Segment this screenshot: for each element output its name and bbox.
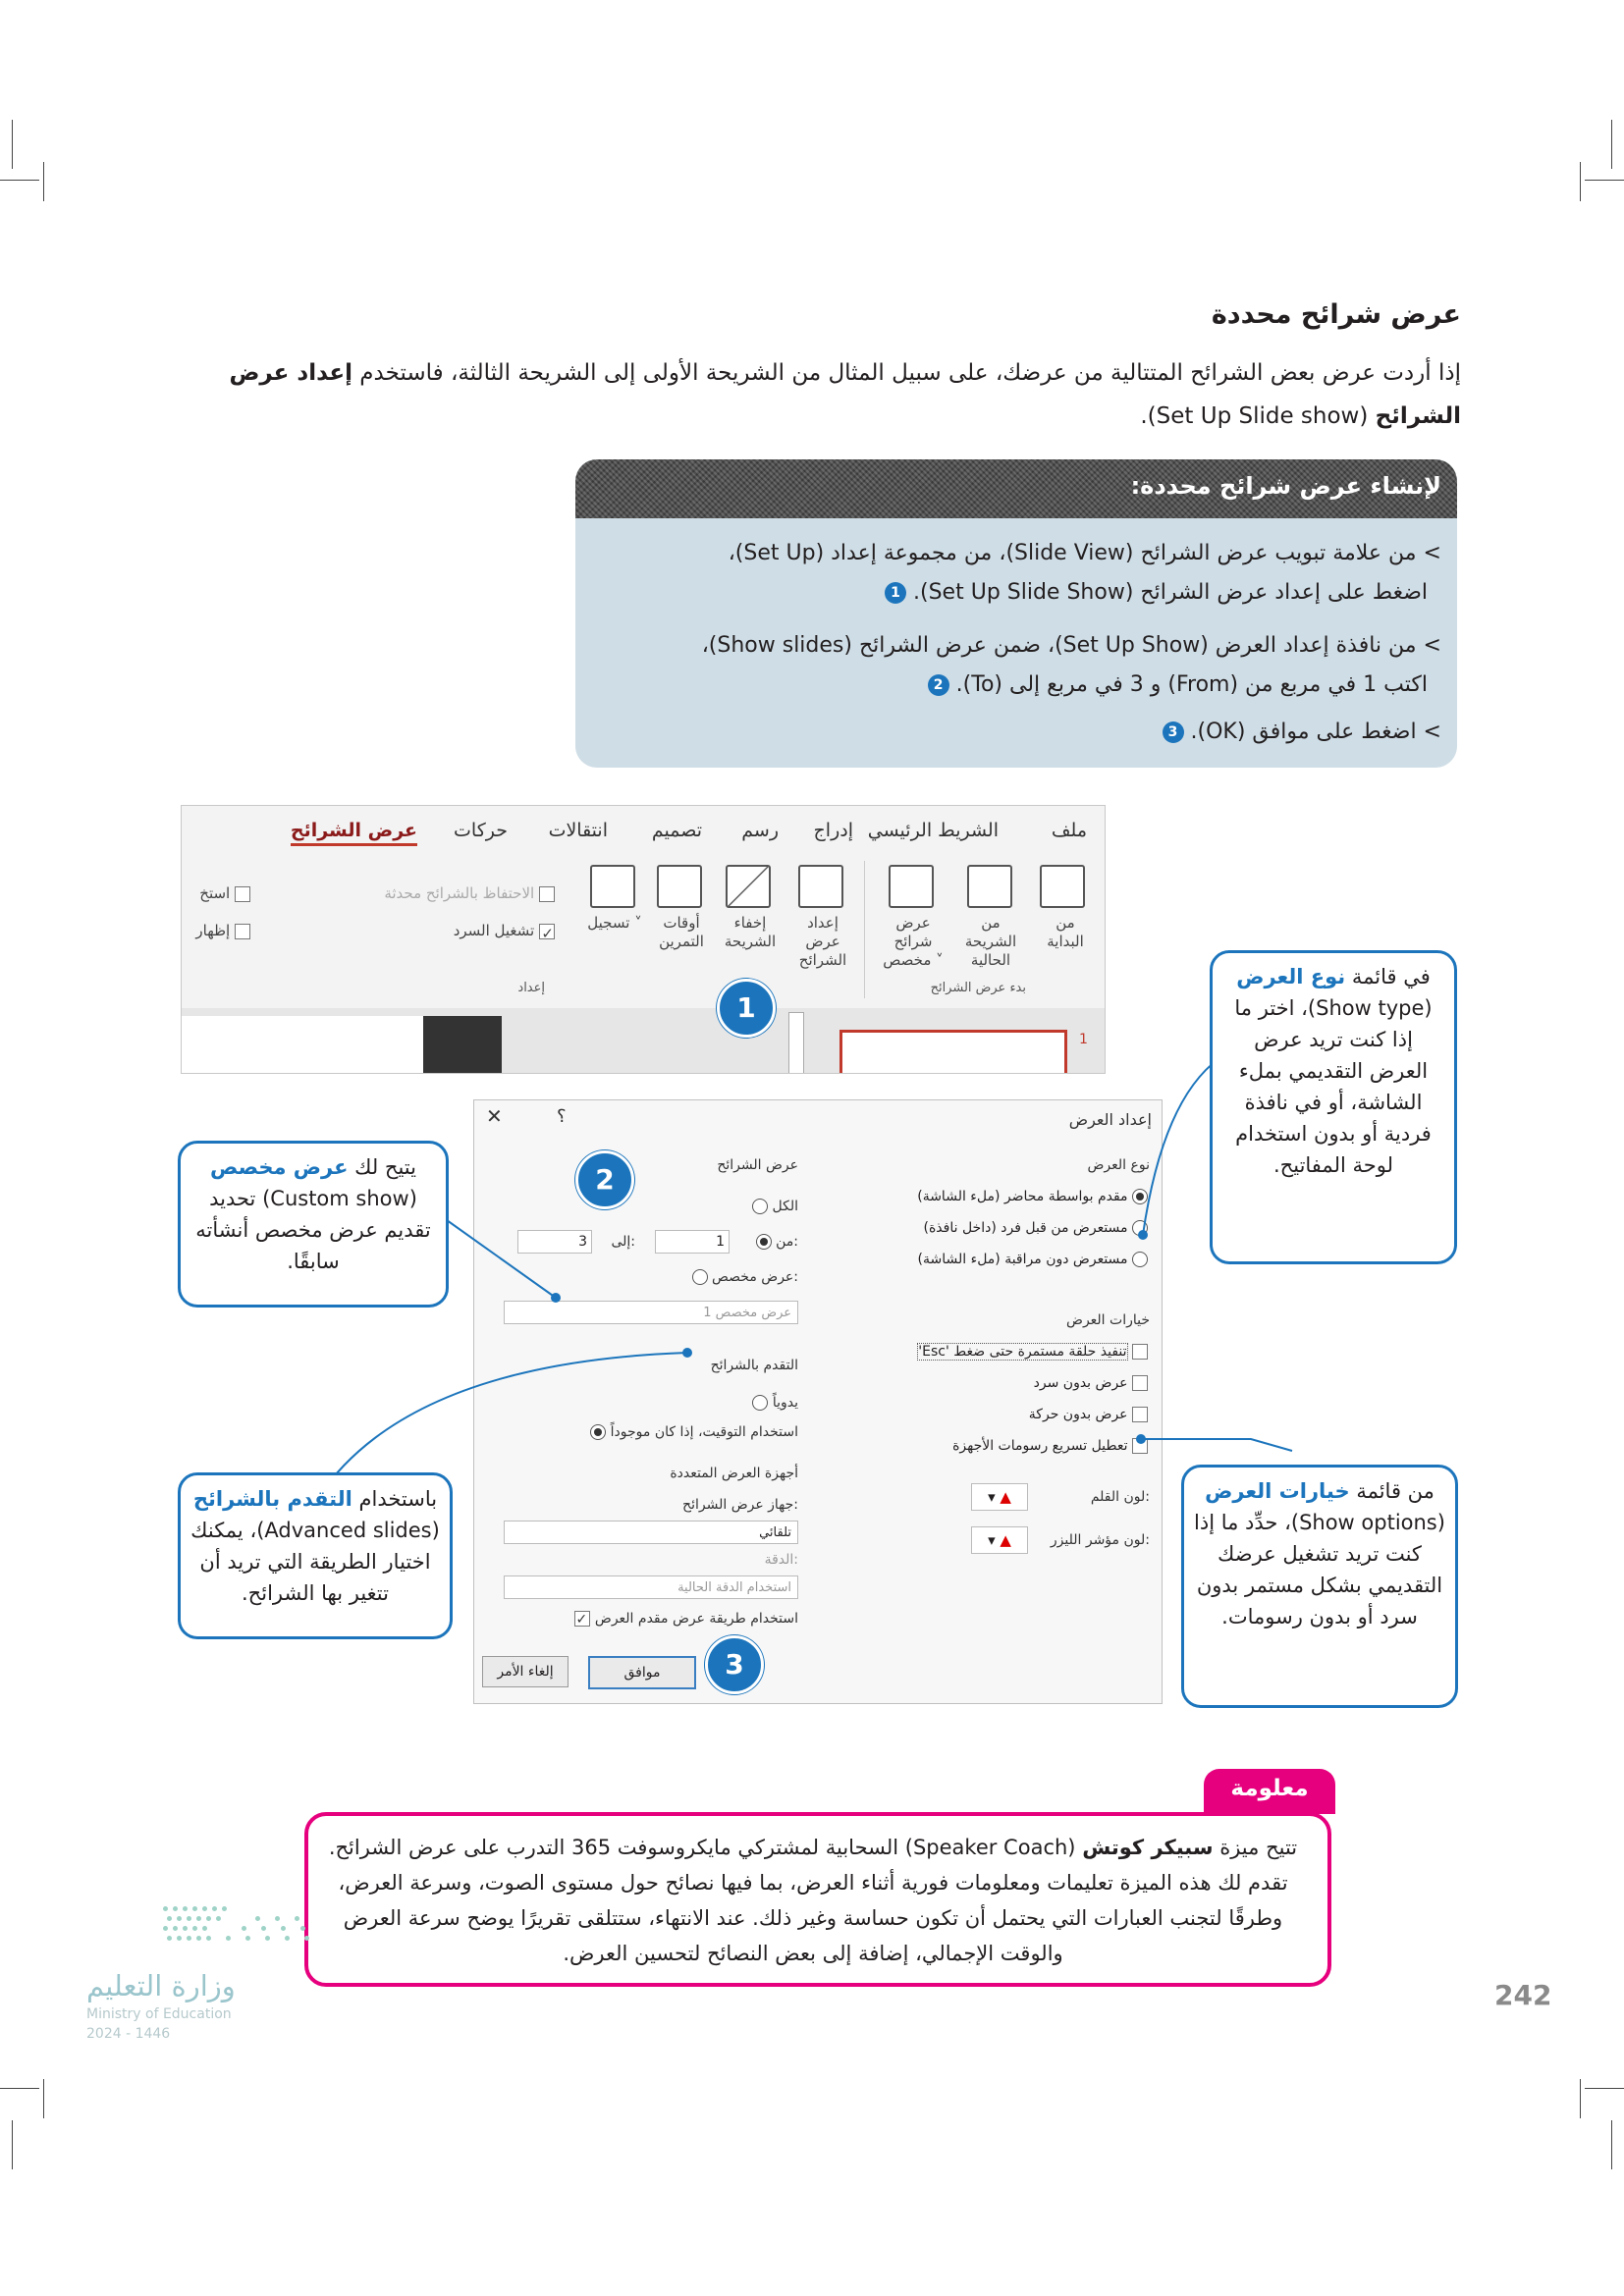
show-type-label: نوع العرض <box>1087 1157 1150 1173</box>
from-input[interactable]: 1 <box>655 1230 730 1254</box>
laser-color-picker[interactable]: ▾ ▲ <box>971 1526 1028 1554</box>
advance-slides-label: التقدم بالشرائح <box>710 1358 798 1373</box>
pen-color-picker[interactable]: ▾ ▲ <box>971 1483 1028 1511</box>
tab-home[interactable]: الشريط الرئيسي <box>867 820 999 841</box>
ministry-name-english: Ministry of Education <box>86 2006 232 2022</box>
record-button[interactable]: تسجيل ˅ <box>587 914 642 932</box>
laser-color-icon: ▲ <box>1000 1531 1011 1549</box>
step-2-text: اكتب 1 في مربع من (From) و 3 في مربع إلى (To). <box>955 672 1428 697</box>
multiple-monitors-label: أجهزة العرض المتعددة <box>670 1466 798 1481</box>
step-2-number: 2 <box>928 674 949 696</box>
no-animation-checkbox[interactable]: عرض بدون حركة <box>917 1407 1148 1438</box>
radio-use-timings[interactable]: استخدام التوقيت، إذا كان موجوداً <box>590 1424 798 1440</box>
setup-show-button[interactable]: إعداد عرض الشرائح <box>798 914 847 969</box>
group-setup-label: إعداد <box>517 981 545 995</box>
info-label: معلومة <box>1230 1776 1309 1801</box>
disable-hw-accel-checkbox[interactable]: تعطيل تسريع رسومات الأجهزة <box>917 1438 1148 1469</box>
laser-color-label: لون مؤشر الليزر: <box>1050 1532 1150 1548</box>
radio-all[interactable]: الكل <box>752 1199 798 1214</box>
custom-show-button[interactable]: عرض شرائح مخصص ˅ <box>883 914 944 969</box>
checkbox-icon: ✓ <box>574 1611 590 1627</box>
slide-number: 1 <box>1079 1032 1088 1047</box>
intro-bold: إعداد عرض الشرائح <box>229 360 1461 429</box>
checkbox-icon: ✓ <box>539 924 555 939</box>
play-narration-checkbox[interactable]: ✓ تشغيل السرد <box>453 922 554 942</box>
ok-button[interactable]: موافق <box>588 1656 696 1689</box>
radio-presented-by-speaker[interactable]: مقدم بواسطة محاضر (ملء الشاشة) <box>917 1189 1148 1220</box>
section-title: عرض شرائح محددة <box>1211 299 1461 330</box>
keep-updated-checkbox[interactable]: الاحتفاظ بالشرائح محدثة <box>384 884 555 902</box>
tab-transitions[interactable]: انتقالات <box>548 820 608 841</box>
page-number: 242 <box>1494 1979 1552 2011</box>
show-slides-label: عرض الشرائح <box>717 1157 798 1173</box>
tab-animations[interactable]: حركات <box>454 820 508 841</box>
step-1-text: اضغط على إعداد عرض الشرائح (Set Up Slide Show). <box>913 580 1428 605</box>
step-2-line-1: > من نافذة إعداد العرض (Set Up Show)، ضمن عرض الشرائح (Show slides)، <box>701 633 1441 658</box>
radio-custom[interactable]: عرض مخصص: <box>692 1269 798 1285</box>
cancel-button[interactable]: إلغاء الأمر <box>482 1656 568 1687</box>
show-checkbox[interactable]: إظهار <box>195 922 250 939</box>
use-checkbox[interactable]: استخ <box>199 884 250 902</box>
no-narration-checkbox[interactable]: عرض بدون سرد <box>917 1375 1148 1407</box>
callout-custom-show: يتيح لك عرض مخصص (Custom show) تحديد تقديم عرض مخصص أنشأته سابقًا. <box>178 1141 449 1308</box>
radio-browsed-individual[interactable]: مستعرض من قبل فرد (داخل نافذة) <box>917 1220 1148 1252</box>
monitor-label: جهاز عرض الشرائح: <box>682 1497 798 1513</box>
resolution-select[interactable]: استخدام الدقة الحالية <box>504 1575 798 1599</box>
badge-2: 2 <box>575 1150 634 1209</box>
tab-draw[interactable]: رسم <box>741 820 779 841</box>
info-text: تتيح ميزة سبيكر كوتش (Speaker Coach) السحابية لمشتركي مايكروسوفت 365 التدرب على عرض الشرائح. تقدم لك هذه الميزة تعليمات ومعلومات فورية أثناء العرض، بما فيها نصائح حول مستوى الصوت، وسرعة العرض، وطرقًا لتجنب العبارات التي يحتمل أن تكون حساسة وغير ذلك. عند الانتهاء، ستتلقى تقريرًا يوضح سرعة العرض والوقت الإجمالي، إضافة إلى بعض النصائح لتحسين العرض. <box>328 1836 1298 1965</box>
presenter-view-checkbox[interactable]: ✓ استخدام طريقة عرض مقدم العرض <box>575 1611 798 1628</box>
radio-from[interactable]: من: <box>756 1234 798 1250</box>
callout-show-options: من قائمة خيارات العرض (Show options)، حدِّد ما إذا كنت تريد تشغيل عرضك التقديمي بشكل مستمر بدون سرد أو بدون رسومات. <box>1181 1465 1458 1708</box>
step-1-number: 1 <box>885 582 906 604</box>
help-icon[interactable]: ؟ <box>557 1106 567 1127</box>
tab-slide-show[interactable]: عرض الشرائح <box>291 820 417 846</box>
loop-checkbox[interactable]: تنفيذ حلقة مستمرة حتى ضغط 'Esc' <box>917 1344 1148 1375</box>
connector-show-options <box>1141 1439 1292 1451</box>
pen-color-label: لون القلم: <box>1090 1489 1150 1505</box>
intro-text-2: (Set Up Slide show). <box>1140 403 1369 429</box>
step-3-text: > اضغط على موافق (OK). <box>1190 720 1441 744</box>
pen-color-icon: ▲ <box>1000 1488 1011 1506</box>
tab-design[interactable]: تصميم <box>651 820 702 841</box>
connector-custom-show <box>447 1220 556 1298</box>
to-label: إلى: <box>611 1234 635 1250</box>
close-icon[interactable]: ✕ <box>486 1104 503 1128</box>
tab-file[interactable]: ملف <box>1051 820 1087 841</box>
monitor-select[interactable]: تلقائي <box>504 1521 798 1544</box>
ministry-name-arabic: وزارة التعليم <box>86 1969 236 2002</box>
rehearse-timings-button[interactable]: أوقات التمرين <box>659 914 704 950</box>
callout-show-type: في قائمة نوع العرض (Show type)، اختر ما إذا كنت تريد عرض العرض التقديمي بملء الشاشة، أو في نافذة فردية أو بدون استخدام لوحة المفاتيح. <box>1210 950 1457 1264</box>
show-options-label: خيارات العرض <box>1066 1312 1150 1328</box>
tab-insert[interactable]: إدراج <box>813 820 853 841</box>
intro-text-1: إذا أردت عرض بعض الشرائح المتتالية من عرضك، على سبيل المثال من الشريحة الأولى إلى الشريحة الثالثة، فاستخدم <box>359 360 1461 386</box>
step-1-line-1: > من علامة تبويب عرض الشرائح (Slide View)، من مجموعة إعداد (Set Up)، <box>728 541 1441 565</box>
group-start-label: بدء عرض الشرائح <box>930 981 1026 995</box>
radio-manual[interactable]: يدوياً <box>752 1395 798 1411</box>
dialog-title: إعداد العرض <box>1068 1110 1152 1129</box>
hide-slide-button[interactable]: إخفاء الشريحة <box>724 914 777 950</box>
ministry-year: 2024 - 1446 <box>86 2026 171 2042</box>
radio-browsed-kiosk[interactable]: مستعرض دون مراقبة (ملء الشاشة) <box>917 1252 1148 1283</box>
step-3-number: 3 <box>1163 721 1184 743</box>
connector-show-type <box>1143 1058 1219 1235</box>
badge-3: 3 <box>705 1635 764 1694</box>
custom-show-select[interactable]: عرض مخصص 1 <box>504 1301 798 1324</box>
badge-1: 1 <box>717 979 776 1038</box>
info-box <box>304 1812 1331 1987</box>
from-current-button[interactable]: من الشريحة الحالية <box>964 914 1017 969</box>
info-tab <box>1204 1769 1335 1814</box>
resolution-label: الدقة: <box>764 1552 798 1568</box>
from-beginning-button[interactable]: من البداية <box>1047 914 1084 950</box>
callout-advance-slides: باستخدام التقدم بالشرائح (Advanced slides)، يمكنك اختيار الطريقة التي تريد أن تتغير بها الشرائح. <box>178 1472 453 1639</box>
steps-title: لإنشاء عرض شرائح محددة: <box>1130 472 1441 500</box>
to-input[interactable]: 3 <box>517 1230 592 1254</box>
